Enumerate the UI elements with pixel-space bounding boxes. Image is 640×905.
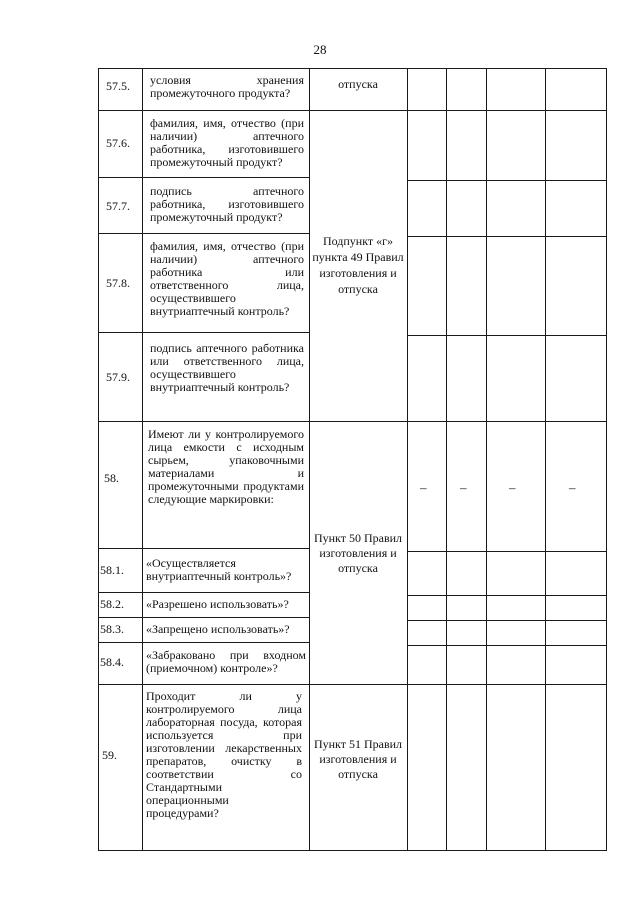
question-text: фамилия, имя, отчество (при наличии) аптечного работника, изготовившего промежуточный продукт? xyxy=(150,116,304,169)
legal-reference: Пункт 50 Правил изготовления и отпуска xyxy=(313,531,403,575)
legal-reference: Подпункт «г» пункта 49 Правил изготовления и отпуска xyxy=(312,234,404,296)
table-border xyxy=(606,68,607,851)
legal-reference: Пункт 51 Правил изготовления и отпуска xyxy=(313,737,403,781)
question-text: «Запрещено использовать»? xyxy=(146,622,290,636)
row-divider xyxy=(98,592,310,593)
row-number: 58.4. xyxy=(100,655,124,669)
row-divider xyxy=(98,642,310,643)
empty-mark: – xyxy=(569,480,576,495)
row-divider xyxy=(407,645,607,646)
column-divider xyxy=(407,68,408,851)
row-divider xyxy=(407,236,607,237)
row-divider xyxy=(98,684,607,685)
question-text: подпись аптечного работника или ответственного лица, осуществившего внутриаптечный контроль? xyxy=(150,341,304,394)
column-divider xyxy=(309,68,310,851)
empty-mark: – xyxy=(420,480,427,495)
empty-mark: – xyxy=(460,480,467,495)
question-text: «Забраковано при входном (приемочном) контроле»? xyxy=(146,648,306,675)
row-divider xyxy=(98,110,607,111)
row-number: 57.6. xyxy=(106,136,130,150)
row-number: 57.8. xyxy=(106,276,130,290)
column-divider xyxy=(545,68,546,851)
row-divider xyxy=(98,548,310,549)
row-number: 59. xyxy=(102,748,117,762)
table-border xyxy=(98,850,607,851)
question-text: подпись аптечного работника, изготовившего промежуточный продукт? xyxy=(150,184,304,224)
row-number: 57.9. xyxy=(106,370,130,384)
question-text: «Осуществляется внутриаптечный контроль»? xyxy=(146,556,292,583)
question-text: Проходит ли у контролируемого лица лабораторная посуда, которая используется при изготовлении лекарственных препаратов, очистку в соответствии со Стандартными операционными процедурами? xyxy=(146,689,302,820)
row-divider xyxy=(407,551,607,552)
question-text: Имеют ли у контролируемого лица емкости с исходным сырьем, упаковочными материалами и промежуточными продуктами следующие маркировки: xyxy=(148,427,304,506)
table-border xyxy=(98,68,607,69)
row-number: 57.7. xyxy=(106,199,130,213)
legal-reference: отпуска xyxy=(338,77,378,91)
row-divider xyxy=(98,421,607,422)
row-divider xyxy=(98,177,310,178)
row-divider xyxy=(407,180,607,181)
row-number: 58.1. xyxy=(100,563,124,577)
column-divider xyxy=(142,68,143,851)
row-divider xyxy=(407,620,607,621)
column-divider xyxy=(486,68,487,851)
question-text: фамилия, имя, отчество (при наличии) аптечного работника или ответственного лица, осуществившего внутриаптечный контроль? xyxy=(150,239,304,318)
row-number: 58.2. xyxy=(100,597,124,611)
row-divider xyxy=(98,617,310,618)
column-divider xyxy=(446,68,447,851)
page-number: 28 xyxy=(313,42,327,57)
row-number: 58. xyxy=(104,471,119,485)
question-text: «Разрешено использовать»? xyxy=(146,597,289,611)
row-number: 58.3. xyxy=(100,622,124,636)
table-border xyxy=(98,68,99,851)
row-divider xyxy=(407,335,607,336)
row-divider xyxy=(98,332,310,333)
question-text: условия хранения промежуточного продукта? xyxy=(150,73,304,100)
row-divider xyxy=(407,595,607,596)
row-divider xyxy=(98,233,310,234)
row-number: 57.5. xyxy=(106,79,130,93)
empty-mark: – xyxy=(509,480,516,495)
